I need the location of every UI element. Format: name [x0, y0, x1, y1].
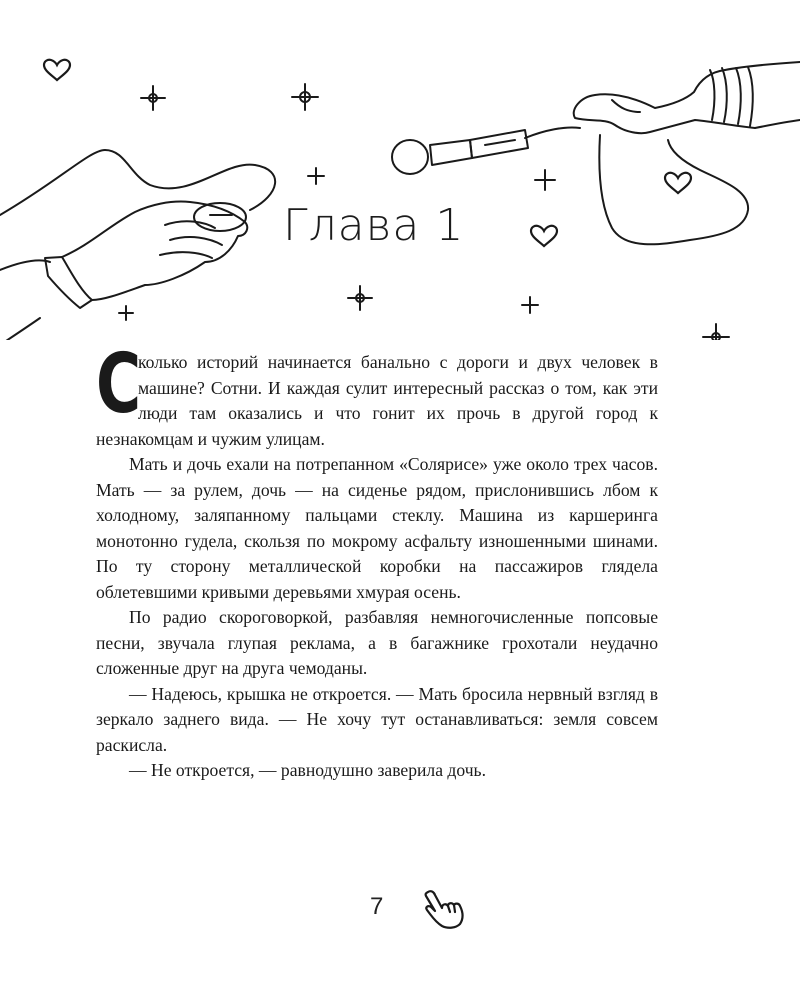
- chapter-illustration: [0, 0, 800, 340]
- body-text: [96, 337, 658, 784]
- paragraph: По радио скороговоркой, разбавляя немногочисленные попсовые песни, звучала глупая реклама, а в багажнике грохотали неудачно сложенные друг на друга чемоданы.: [96, 607, 658, 678]
- paragraph: [96, 337, 658, 452]
- sparkle-icon: [292, 84, 318, 110]
- heart-icon: [44, 60, 70, 80]
- paragraph: — Не откроется, — равнодушно заверила дочь.: [129, 760, 486, 780]
- sparkle-icon: [119, 306, 133, 320]
- page-number: 7: [370, 893, 384, 920]
- hand-with-mouse-icon: [0, 202, 247, 340]
- paragraph: — Надеюсь, крышка не откроется. — Мать бросила нервный взгляд в зеркало заднего вида. — Не хочу тут останавливаться: земля совсем раскисла.: [96, 683, 658, 755]
- sparkle-icon: [703, 324, 729, 340]
- sparkle-icon: [348, 286, 372, 310]
- chapter-title: Глава 1: [283, 200, 465, 251]
- drop-cap: С: [96, 337, 142, 432]
- pointing-hand-icon: [420, 886, 468, 930]
- paragraph-text: колько историй начинается банально с дороги и двух человек в машине? Сотни. И каждая сулит интересный рассказ о том, как эти люди там оказались и что гонит их прочь в другой город к незнакомцам и чужим улицам.: [96, 352, 658, 449]
- heart-icon: [531, 226, 557, 246]
- sparkle-icon: [522, 297, 538, 313]
- sparkle-icon: [141, 86, 165, 110]
- sparkle-icon: [535, 170, 555, 190]
- heart-icon: [665, 173, 691, 193]
- sparkle-icon: [308, 168, 324, 184]
- paragraph: Мать и дочь ехали на потрепанном «Солярисе» уже около трех часов. Мать — за рулем, дочь — на сиденье рядом, прислонившись лбом к холодному, заляпанному пальцами стеклу. Машина из каршеринга монотонно гудела, скользя по мокрому асфальту изношенными шинами. По ту сторону металлической коробки на пассажиров глядела облетевшими кривыми деревьями хмурая осень.: [96, 454, 658, 602]
